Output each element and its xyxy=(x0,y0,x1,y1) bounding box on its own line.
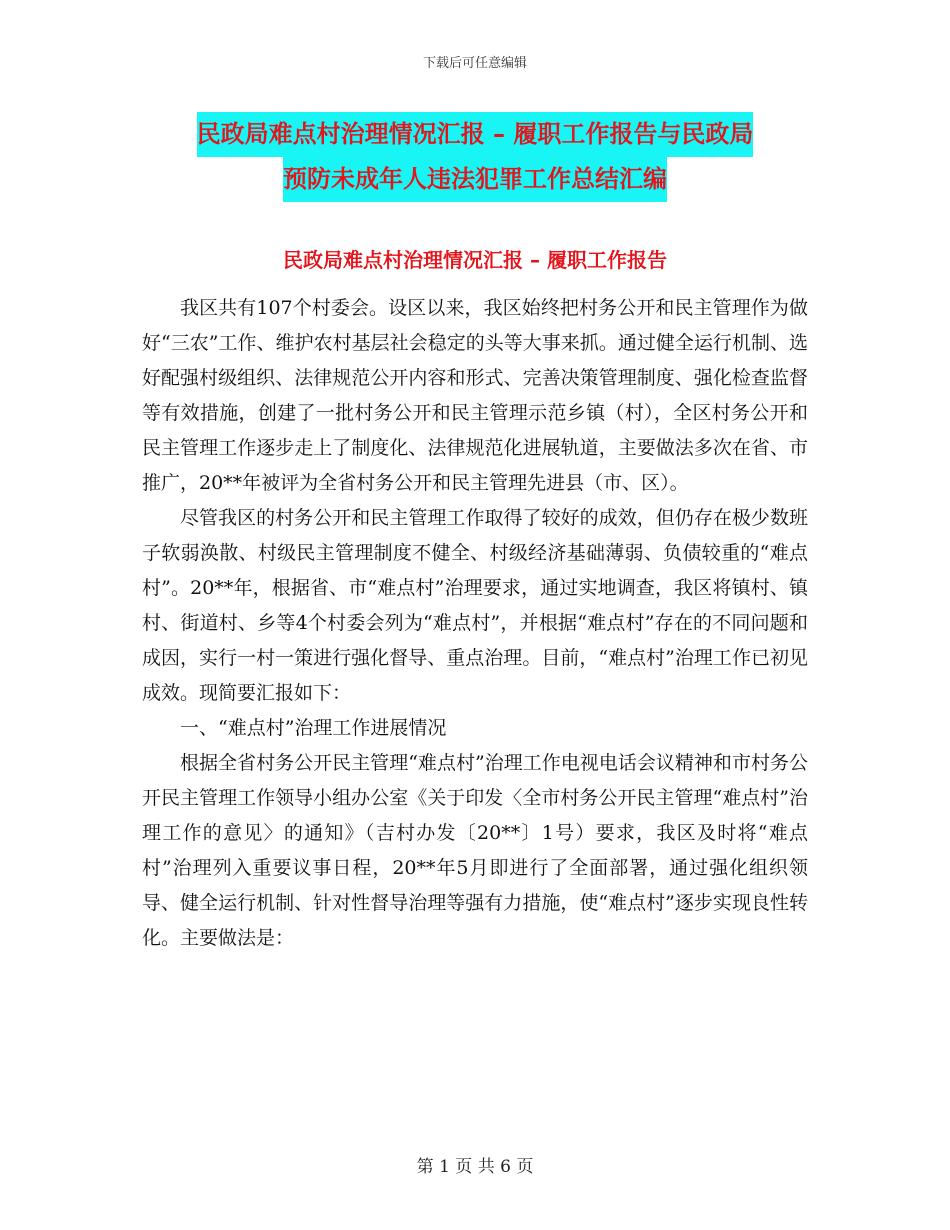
section-title: 民政局难点村治理情况汇报 – 履职工作报告 xyxy=(283,248,667,272)
body-text xyxy=(142,291,808,956)
title-line-1: 民政局难点村治理情况汇报 – 履职工作报告与民政局 xyxy=(197,112,754,157)
paragraph: 我区共有107个村委会。设区以来，我区始终把村务公开和民主管理作为做好“三农”工作、维护农村基层社会稳定的头等大事来抓。通过健全运行机制、选好配强村级组织、法律规范公开内容和形式、完善决策管理制度、强化检查监督等有效措施，创建了一批村务公开和民主管理示范乡镇（村），全区村务公开和民主管理工作逐步走上了制度化、法律规范化进展轨道，主要做法多次在省、市推广，20**年被评为全省村务公开和民主管理先进县（市、区）。 xyxy=(142,297,808,494)
document-title xyxy=(0,112,950,202)
paragraph: 根据全省村务公开民主管理“难点村”治理工作电视电话会议精神和市村务公开民主管理工作领导小组办公室《关于印发〈全市村务公开民主管理“难点村”治理工作的意见〉的通知》（吉村办发〔20**〕1号）要求，我区及时将“难点村”治理列入重要议事日程，20**年5月即进行了全面部署，通过强化组织领导、健全运行机制、针对性督导治理等强有力措施，使“难点村”逐步实现良性转化。主要做法是： xyxy=(142,752,808,949)
page-footer: 第 1 页 共 6 页 xyxy=(416,1157,534,1177)
page-header: 下载后可任意编辑 xyxy=(422,56,527,71)
title-line-2: 预防未成年人违法犯罪工作总结汇编 xyxy=(283,157,667,202)
section-heading: 一、“难点村”治理工作进展情况 xyxy=(180,717,447,739)
paragraph: 尽管我区的村务公开和民主管理工作取得了较好的成效，但仍存在极少数班子软弱涣散、村级民主管理制度不健全、村级经济基础薄弱、负债较重的“难点村”。20**年，根据省、市“难点村”治理要求，通过实地调查，我区将镇村、镇村、街道村、乡等4个村委会列为“难点村”，并根据“难点村”存在的不同问题和成因，实行一村一策进行强化督导、重点治理。目前，“难点村”治理工作已初见成效。现简要汇报如下： xyxy=(142,507,808,704)
